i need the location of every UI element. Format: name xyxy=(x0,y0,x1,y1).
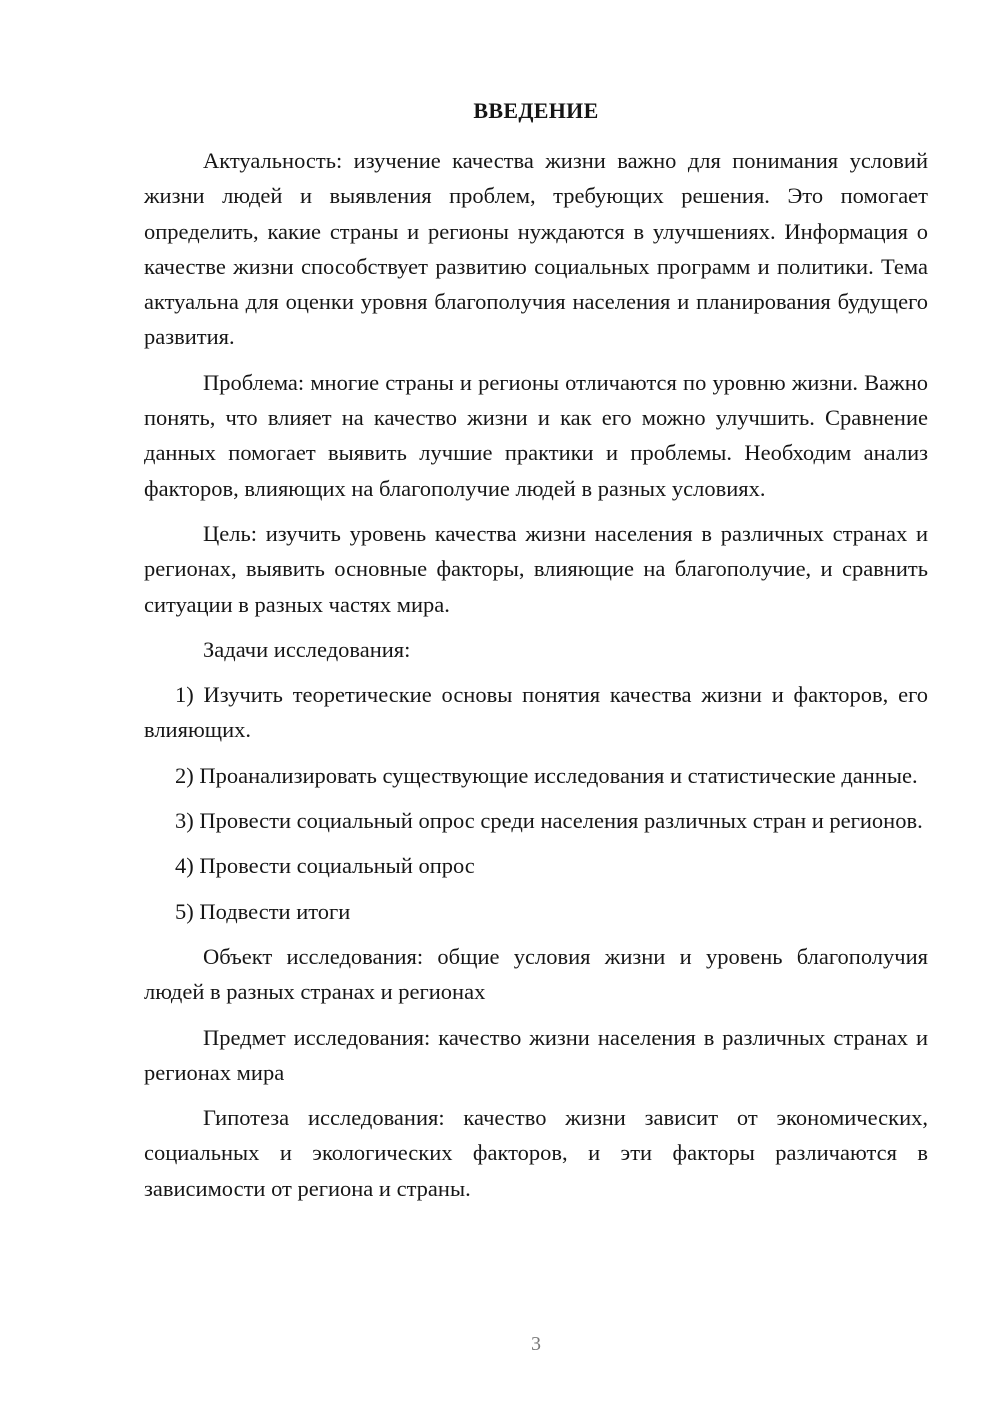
paragraph-object: Объект исследования: общие условия жизни и уровень благополучия людей в разных странах и регионах xyxy=(144,943,928,1005)
section-title: ВВЕДЕНИЕ xyxy=(473,98,599,123)
task-item-2: 2) Проанализировать существующие исследования и статистические данные. xyxy=(175,762,918,788)
paragraph-tasks-heading: Задачи исследования: xyxy=(203,636,411,662)
task-item-3: 3) Провести социальный опрос среди населения различных стран и регионов. xyxy=(175,808,923,834)
task-item-1: 1) Изучить теоретические основы понятия качества жизни и факторов, его влияющих. xyxy=(144,682,928,743)
paragraph-subject: Предмет исследования: качество жизни населения в различных странах и регионах мира xyxy=(144,1024,928,1085)
task-item-5: 5) Подвести итоги xyxy=(175,898,351,924)
paragraph-hypothesis: Гипотеза исследования: качество жизни зависит от экономических, социальных и экологических факторов, и эти факторы различаются в зависимости от региона и страны. xyxy=(144,1105,928,1201)
paragraph-relevance: Актуальность: изучение качества жизни важно для понимания условий жизни людей и выявления проблем, требующих решения. Это помогает определить, какие страны и регионы нуждаются в улучшениях. Информация о качестве жизни способствует развитию социальных программ и политики. Тема актуальна для оценки уровня благополучия населения и планирования будущего развития. xyxy=(144,148,928,350)
paragraph-problem: Проблема: многие страны и регионы отличаются по уровню жизни. Важно понять, что влияет на качество жизни и как его можно улучшить. Сравнение данных помогает выявить лучшие практики и проблемы. Необходим анализ факторов, влияющих на благополучие людей в разных условиях. xyxy=(144,369,928,501)
task-item-4: 4) Провести социальный опрос xyxy=(175,853,475,879)
paragraph-goal: Цель: изучить уровень качества жизни населения в различных странах и регионах, выявить основные факторы, влияющие на благополучие, и сравнить ситуации в разных частях мира. xyxy=(144,520,928,617)
page-number: 3 xyxy=(531,1333,541,1355)
document-body xyxy=(144,143,928,1206)
